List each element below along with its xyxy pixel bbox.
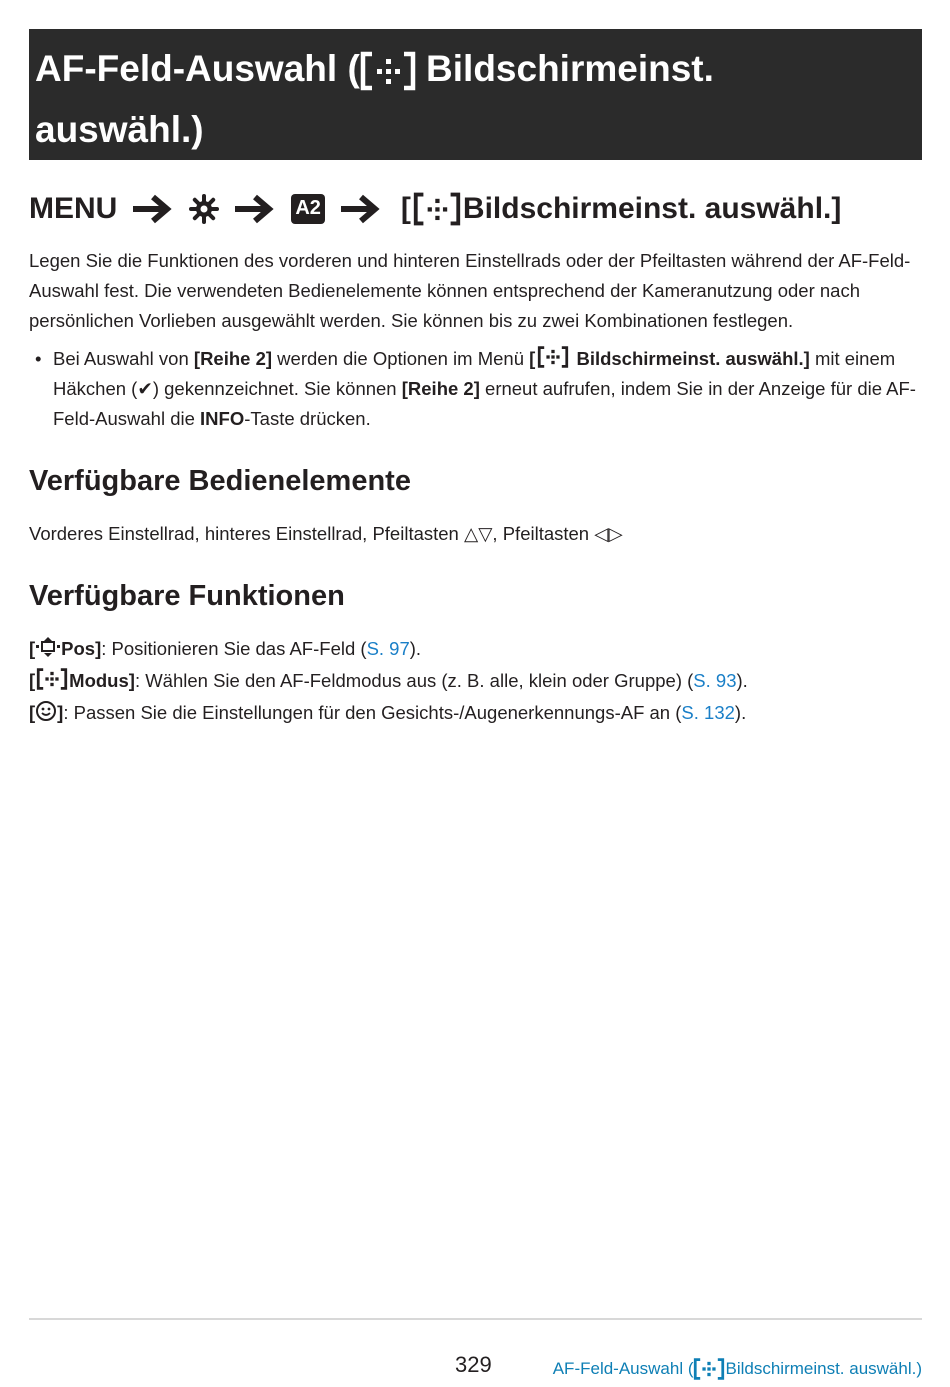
function-label-text: Pos]	[61, 638, 102, 659]
function-desc: : Wählen Sie den AF-Feldmodus aus (z. B. alle, klein oder Gruppe) (	[134, 670, 694, 691]
menu-item-name	[401, 192, 841, 226]
af-position-icon	[35, 636, 61, 658]
menu-label: MENU	[29, 192, 118, 225]
page-title-part1: AF-Feld-Auswahl (	[35, 48, 360, 89]
note-text: mit einem Häkchen (	[53, 348, 896, 399]
page-title-line2: auswähl.)	[35, 109, 204, 150]
footer-title-part1: AF-Feld-Auswahl (	[552, 1359, 694, 1378]
function-desc: : Passen Sie die Einstellungen für den Gesichts-/Augenerkennungs-AF an (	[63, 702, 682, 723]
af-target-icon	[35, 668, 69, 690]
page-link[interactable]: S. 132	[681, 702, 735, 723]
function-bracket: [	[29, 638, 36, 659]
list-item	[29, 344, 919, 434]
functions-heading: Verfügbare Funktionen	[29, 580, 345, 612]
note-text: erneut aufrufen, indem Sie in der Anzeige für die AF-Feld-Auswahl die	[53, 378, 916, 429]
intro-paragraph: Legen Sie die Funktionen des vorderen und hinteren Einstellrads oder der Pfeiltasten während der AF-Feld-Auswahl fest. Die verwendeten Bedienelemente können entsprechend der Kameranutzung oder nach persönlichen Vorlieben ausgewählt werden. Sie können bis zu zwei Kombinationen festlegen.	[29, 250, 911, 331]
af-target-icon	[535, 346, 571, 368]
menu-item-text: Bildschirmeinst. auswähl.]	[462, 192, 842, 225]
function-item-modus	[29, 666, 748, 696]
af-target-icon	[360, 51, 416, 91]
function-item-pos	[29, 634, 421, 664]
note-bold-info: INFO	[200, 408, 245, 429]
function-close: ).	[734, 702, 747, 723]
face-detection-icon	[35, 700, 57, 722]
bullet: •	[35, 348, 42, 369]
menu-path	[29, 184, 929, 234]
arrow-right-icon	[339, 194, 383, 224]
page-link[interactable]: S. 93	[693, 670, 737, 691]
controls-text: Vorderes Einstellrad, hinteres Einstellrad, Pfeiltasten △▽, Pfeiltasten ◁▷	[29, 523, 623, 544]
menu-item-bracket: [	[400, 192, 411, 225]
page-title-bar	[29, 29, 922, 160]
af-target-icon	[693, 1358, 725, 1380]
arrow-right-icon	[233, 194, 277, 224]
note-bold-reihe2: [Reihe 2]	[401, 378, 480, 399]
checkmark-icon: ✔	[137, 378, 153, 399]
function-desc: : Positionieren Sie das AF-Feld (	[101, 638, 367, 659]
function-item-face	[29, 698, 746, 728]
function-label	[29, 702, 63, 723]
tab-a2-icon	[291, 194, 325, 224]
note-bracket: [	[529, 348, 536, 369]
note-text: -Taste drücken.	[244, 408, 371, 429]
page-title	[35, 38, 912, 160]
note-text: Bei Auswahl von	[53, 348, 194, 369]
page-title-part2: Bildschirmeinst.	[415, 48, 714, 89]
footer-divider	[29, 1318, 922, 1320]
function-bracket: [	[29, 670, 36, 691]
note-bold-menu-item	[529, 348, 810, 369]
function-close: ).	[409, 638, 422, 659]
note-text: ) gekennzeichnet. Sie können	[152, 378, 402, 399]
af-target-icon	[411, 192, 463, 226]
function-label-text: ]	[57, 702, 64, 723]
note-text: werden die Optionen im Menü	[272, 348, 530, 369]
page-number: 329	[455, 1352, 492, 1377]
tab-a2-label: A2	[295, 197, 321, 219]
controls-heading: Verfügbare Bedienelemente	[29, 465, 411, 497]
page-link[interactable]: S. 97	[366, 638, 410, 659]
note-list	[29, 344, 919, 434]
function-close: ).	[736, 670, 748, 691]
footer-title	[553, 1358, 922, 1380]
function-label	[29, 670, 135, 691]
gear-icon	[189, 194, 219, 224]
function-bracket: [	[29, 702, 36, 723]
arrow-right-icon	[131, 194, 175, 224]
note-bold-text: Bildschirmeinst. auswähl.]	[571, 348, 810, 369]
function-label	[29, 638, 101, 659]
footer-title-part2: Bildschirmeinst. auswähl.)	[725, 1359, 922, 1378]
note-bold-reihe2: [Reihe 2]	[193, 348, 273, 369]
function-label-text: Modus]	[69, 670, 135, 691]
